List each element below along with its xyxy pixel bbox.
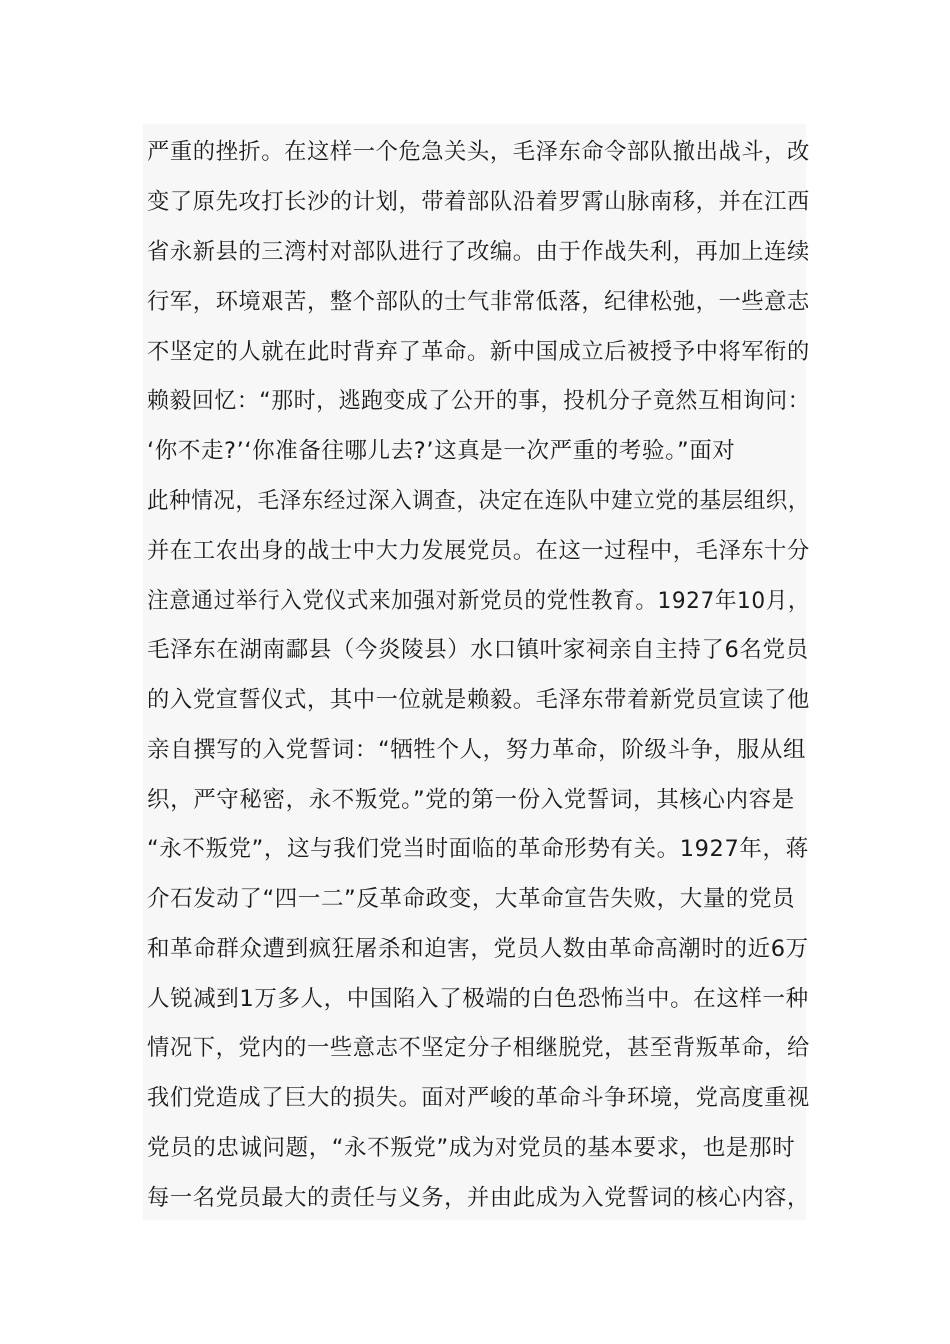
- text-line: 毛泽东在湖南酃县（今炎陵县）水口镇叶家祠亲自主持了6名党员: [147, 637, 809, 663]
- text-line: “永不叛党”，这与我们党当时面临的革命形势有关。1927年，蒋: [147, 836, 809, 862]
- text-line: 介石发动了“四一二”反革命政变，大革命宣告失败，大量的党员: [147, 886, 796, 912]
- text-line: 人锐减到1万多人，中国陷入了极端的白色恐怖当中。在这样一种: [147, 986, 809, 1012]
- text-line: 每一名党员最大的责任与义务，并由此成为入党誓词的核心内容，: [147, 1185, 810, 1211]
- text-line: 情况下，党内的一些意志不坚定分子相继脱党，甚至背叛革命，给: [147, 1035, 810, 1061]
- text-line: 亲自撰写的入党誓词：“牺牲个人，努力革命，阶级斗争，服从组: [147, 737, 807, 763]
- text-line: 行军，环境艰苦，整个部队的士气非常低落，纪律松弛，一些意志: [147, 289, 810, 315]
- text-line: 和革命群众遭到疯狂屠杀和迫害，党员人数由革命高潮时的近6万: [147, 936, 809, 962]
- text-line: 的入党宣誓仪式，其中一位就是赖毅。毛泽东带着新党员宣读了他: [147, 687, 810, 713]
- text-line: 我们党造成了巨大的损失。面对严峻的革命斗争环境，党高度重视: [147, 1085, 810, 1111]
- text-line: 赖毅回忆：“那时，逃跑变成了公开的事，投机分子竟然互相询问：: [147, 388, 811, 414]
- text-line: 省永新县的三湾村对部队进行了改编。由于作战失利，再加上连续: [147, 239, 810, 265]
- text-line: 不坚定的人就在此时背弃了革命。新中国成立后被授予中将军衔的: [147, 339, 810, 365]
- text-line: 并在工农出身的战士中大力发展党员。在这一过程中，毛泽东十分: [147, 538, 810, 564]
- text-line: ‘你不走?’‘你准备往哪儿去?’这真是一次严重的考验。”面对: [147, 438, 736, 464]
- text-line: 注意通过举行入党仪式来加强对新党员的党性教育。1927年10月，: [147, 588, 811, 614]
- text-line: 党员的忠诚问题，“永不叛党”成为对党员的基本要求，也是那时: [147, 1135, 796, 1161]
- text-line: 变了原先攻打长沙的计划，带着部队沿着罗霄山脉南移，并在江西: [147, 189, 810, 215]
- text-line: 织，严守秘密，永不叛党。”党的第一份入党誓词，其核心内容是: [147, 787, 795, 813]
- text-line: 严重的挫折。在这样一个危急关头，毛泽东命令部队撤出战斗，改: [147, 139, 810, 165]
- text-line: 此种情况，毛泽东经过深入调查，决定在连队中建立党的基层组织，: [147, 488, 811, 514]
